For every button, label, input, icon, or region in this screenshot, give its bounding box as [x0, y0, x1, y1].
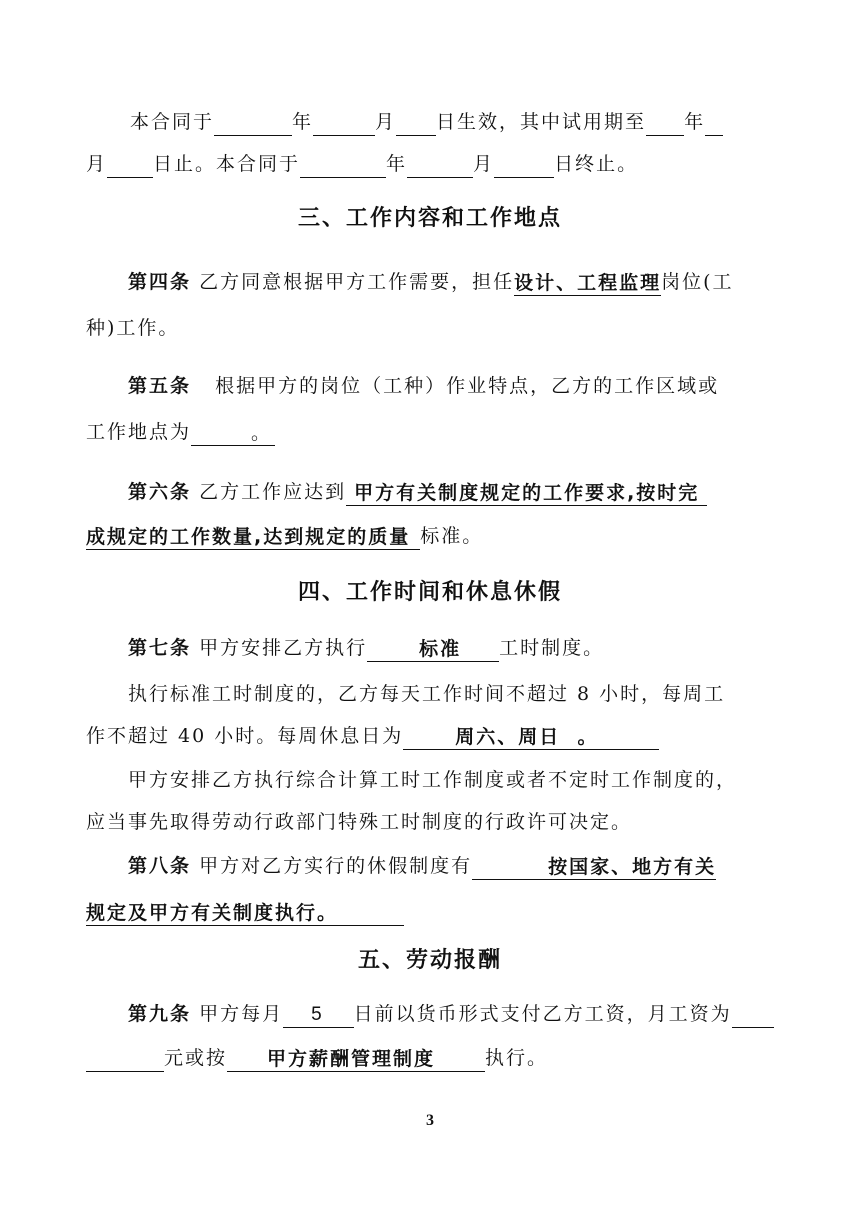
text: 根据甲方的岗位（工种）作业特点，乙方的工作区域或 [215, 375, 720, 397]
text: 乙方工作应达到 [199, 481, 347, 503]
blank-trial-month-a [705, 111, 723, 136]
text: 日生效，其中试用期至 [436, 111, 647, 133]
text: 乙方同意根据甲方工作需要，担任 [199, 271, 515, 293]
article-label: 第六条 [128, 481, 192, 503]
text: 月 [375, 111, 397, 133]
article-label: 第八条 [128, 855, 192, 877]
text: 元或按 [164, 1047, 228, 1069]
blank-end-year [300, 153, 386, 178]
blank-work-place [191, 421, 275, 446]
text: 种)工作。 [86, 317, 180, 339]
text: 甲方安排乙方执行 [199, 637, 368, 659]
text: 日终止。 [554, 153, 639, 175]
text: 标准。 [420, 525, 484, 547]
article-7-line-4 [0, 766, 860, 794]
text: 工时制度。 [499, 637, 605, 659]
end-date-line [0, 150, 860, 178]
blank-trial-year [646, 111, 684, 136]
article-6-line-2 [0, 522, 860, 550]
blank-start-day [396, 111, 436, 136]
text: 甲方对乙方实行的休假制度有 [199, 855, 473, 877]
text: 本合同于 [130, 111, 215, 133]
article-7-line-3 [0, 722, 860, 750]
article-9-line-1 [0, 1000, 860, 1028]
text: 作不超过 40 小时。每周休息日为 [86, 725, 404, 747]
article-5-line-1 [0, 372, 860, 400]
section-heading-4: 四、工作时间和休息休假 [297, 580, 562, 605]
article-label: 第四条 [128, 271, 192, 293]
text: 岗位(工 [661, 271, 734, 293]
leave-value-2: 规定及甲方有关制度执行。 [86, 901, 404, 926]
text: 工作地点为 [86, 421, 192, 443]
article-8-line-2 [0, 898, 860, 926]
work-hours-value: 标准 [367, 637, 499, 662]
article-7-line-5 [0, 808, 860, 836]
page-number: 3 [426, 1112, 434, 1129]
text: 应当事先取得劳动行政部门特殊工时制度的行政许可决定。 [86, 811, 633, 833]
blank-salary-b [86, 1047, 164, 1072]
blank-start-month [313, 111, 375, 136]
position-value: 设计、工程监理 [514, 272, 662, 294]
text: 年 [684, 111, 706, 133]
text: 日前以货币形式支付乙方工资，月工资为 [353, 1003, 732, 1025]
rest-day-field [403, 725, 658, 750]
leave-value-1: 按国家、地方有关 [472, 855, 716, 880]
effective-date-line [0, 108, 860, 136]
article-5-line-2 [0, 418, 860, 446]
text: 月 [86, 153, 108, 175]
article-4-line-2 [0, 314, 860, 342]
text: 日止。本合同于 [153, 153, 301, 175]
text: 执行标准工时制度的，乙方每天工作时间不超过 8 小时，每周工 [128, 683, 726, 705]
text: 月 [473, 153, 495, 175]
text: 年 [292, 111, 314, 133]
requirement-value-2: 成规定的工作数量,达到规定的质量 [86, 525, 420, 550]
article-7-line-1 [0, 634, 860, 662]
article-label: 第五条 [128, 375, 192, 397]
text: 。 [577, 726, 599, 748]
salary-system-value: 甲方薪酬管理制度 [227, 1047, 485, 1072]
text: 甲方安排乙方执行综合计算工时工作制度或者不定时工作制度的， [128, 769, 738, 791]
rest-day-value: 周六、周日 [455, 726, 561, 748]
article-8-line-1 [0, 852, 860, 880]
text: 甲方每月 [199, 1003, 284, 1025]
text: 年 [386, 153, 408, 175]
article-4-line-1 [0, 268, 860, 296]
article-6-line-1 [0, 478, 860, 506]
blank-trial-day [107, 153, 153, 178]
article-7-line-2 [0, 680, 860, 708]
text: 执行。 [485, 1047, 549, 1069]
section-heading-3: 三、工作内容和工作地点 [297, 206, 562, 231]
article-label: 第九条 [128, 1003, 192, 1025]
article-label: 第七条 [128, 637, 192, 659]
blank-salary-a [732, 1003, 774, 1028]
section-heading-5: 五、劳动报酬 [357, 948, 502, 973]
text: 。 [251, 422, 273, 444]
blank-end-month [407, 153, 473, 178]
pay-day-value: 5 [283, 1003, 354, 1028]
requirement-value-1: 甲方有关制度规定的工作要求,按时完 [346, 481, 707, 506]
article-9-line-2 [0, 1044, 860, 1072]
blank-end-day [494, 153, 554, 178]
blank-start-year [214, 111, 292, 136]
